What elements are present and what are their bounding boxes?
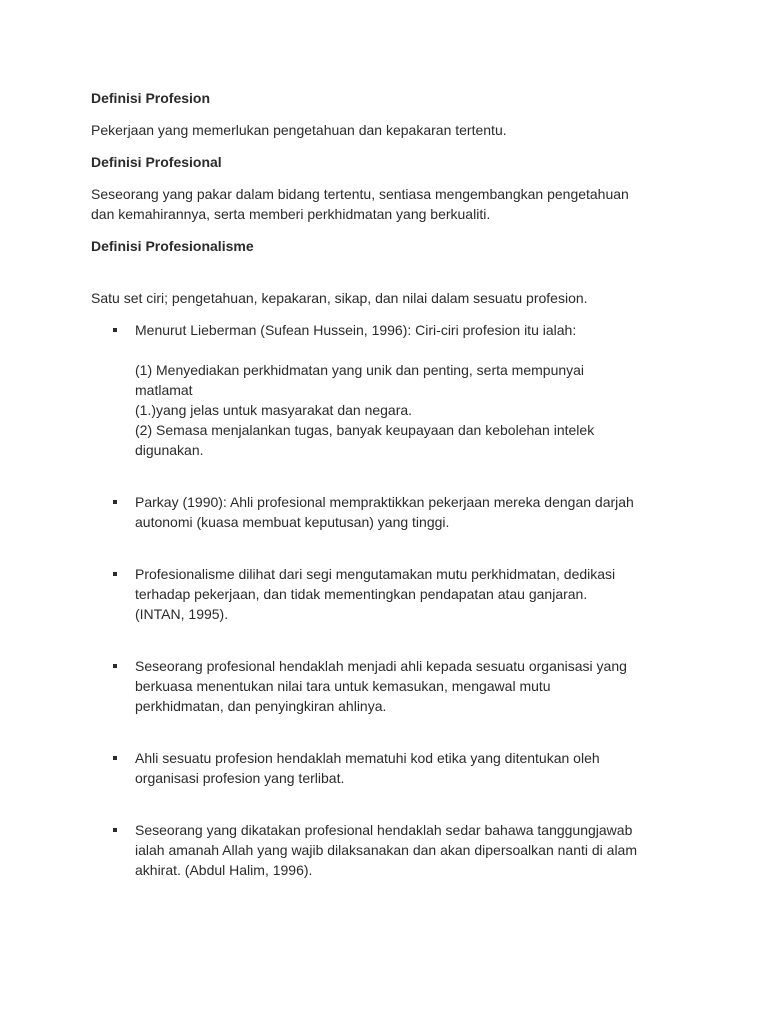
paragraph-line: dan kemahirannya, serta memberi perkhidmatan yang berkualiti. (91, 206, 491, 222)
list-item-line: autonomi (kuasa membuat keputusan) yang tinggi. (135, 514, 450, 530)
list-item-line: akhirat. (Abdul Halim, 1996). (135, 862, 313, 878)
list-item-line: berkuasa menentukan nilai tara untuk kemasukan, mengawal mutu (135, 678, 551, 694)
heading-definisi-profesional: Definisi Profesional (91, 154, 222, 170)
list-item-line: Profesionalisme dilihat dari segi mengutamakan mutu perkhidmatan, dedikasi (135, 566, 616, 582)
list-item-line: terhadap pekerjaan, dan tidak mementingkan pendapatan atau ganjaran. (135, 586, 588, 602)
list-item (91, 492, 691, 532)
sub-list-line: digunakan. (135, 442, 204, 458)
list-item-line: organisasi profesion yang terlibat. (135, 770, 345, 786)
list-item-line: (INTAN, 1995). (135, 606, 229, 622)
paragraph-line: Seseorang yang pakar dalam bidang tertentu, sentiasa mengembangkan pengetahuan (91, 186, 629, 202)
list-item-line: Menurut Lieberman (Sufean Hussein, 1996): Ciri-ciri profesion itu ialah: (135, 322, 577, 338)
list-item-line: perkhidmatan, dan penyingkiran ahlinya. (135, 698, 387, 714)
list-item-line: Seseorang yang dikatakan profesional hendaklah sedar bahawa tanggungjawab (135, 822, 633, 838)
list-item (91, 748, 691, 788)
bullet-icon (113, 328, 117, 332)
bullet-icon (113, 500, 117, 504)
list-item-line: Seseorang profesional hendaklah menjadi ahli kepada sesuatu organisasi yang (135, 658, 627, 674)
paragraph-definisi-profesional (91, 184, 691, 224)
bullet-icon (113, 572, 117, 576)
sub-list-line: (1) Menyediakan perkhidmatan yang unik dan penting, serta mempunyai (135, 362, 585, 378)
list-item (91, 320, 691, 460)
sub-list-line: matlamat (135, 382, 193, 398)
list-item-line: ialah amanah Allah yang wajib dilaksanakan dan akan dipersoalkan nanti di alam (135, 842, 638, 858)
paragraph-definisi-profesionalisme: Satu set ciri; pengetahuan, kepakaran, sikap, dan nilai dalam sesuatu profesion. (91, 290, 588, 306)
list-item-line: Ahli sesuatu profesion hendaklah mematuhi kod etika yang ditentukan oleh (135, 750, 600, 766)
heading-definisi-profesionalisme: Definisi Profesionalisme (91, 238, 254, 254)
sub-list-line: (1.)yang jelas untuk masyarakat dan negara. (135, 402, 413, 418)
bullet-icon (113, 664, 117, 668)
bullet-icon (113, 828, 117, 832)
document-page (91, 88, 691, 880)
sub-list (135, 360, 691, 460)
heading-definisi-profesion: Definisi Profesion (91, 90, 211, 106)
list-item (91, 656, 691, 716)
bullet-icon (113, 756, 117, 760)
paragraph-definisi-profesion: Pekerjaan yang memerlukan pengetahuan dan kepakaran tertentu. (91, 122, 507, 138)
sub-list-line: (2) Semasa menjalankan tugas, banyak keupayaan dan kebolehan intelek (135, 422, 595, 438)
list-item-line: Parkay (1990): Ahli profesional mempraktikkan pekerjaan mereka dengan darjah (135, 494, 634, 510)
bullet-list (91, 320, 691, 880)
list-item (91, 564, 691, 624)
list-item (91, 820, 691, 880)
